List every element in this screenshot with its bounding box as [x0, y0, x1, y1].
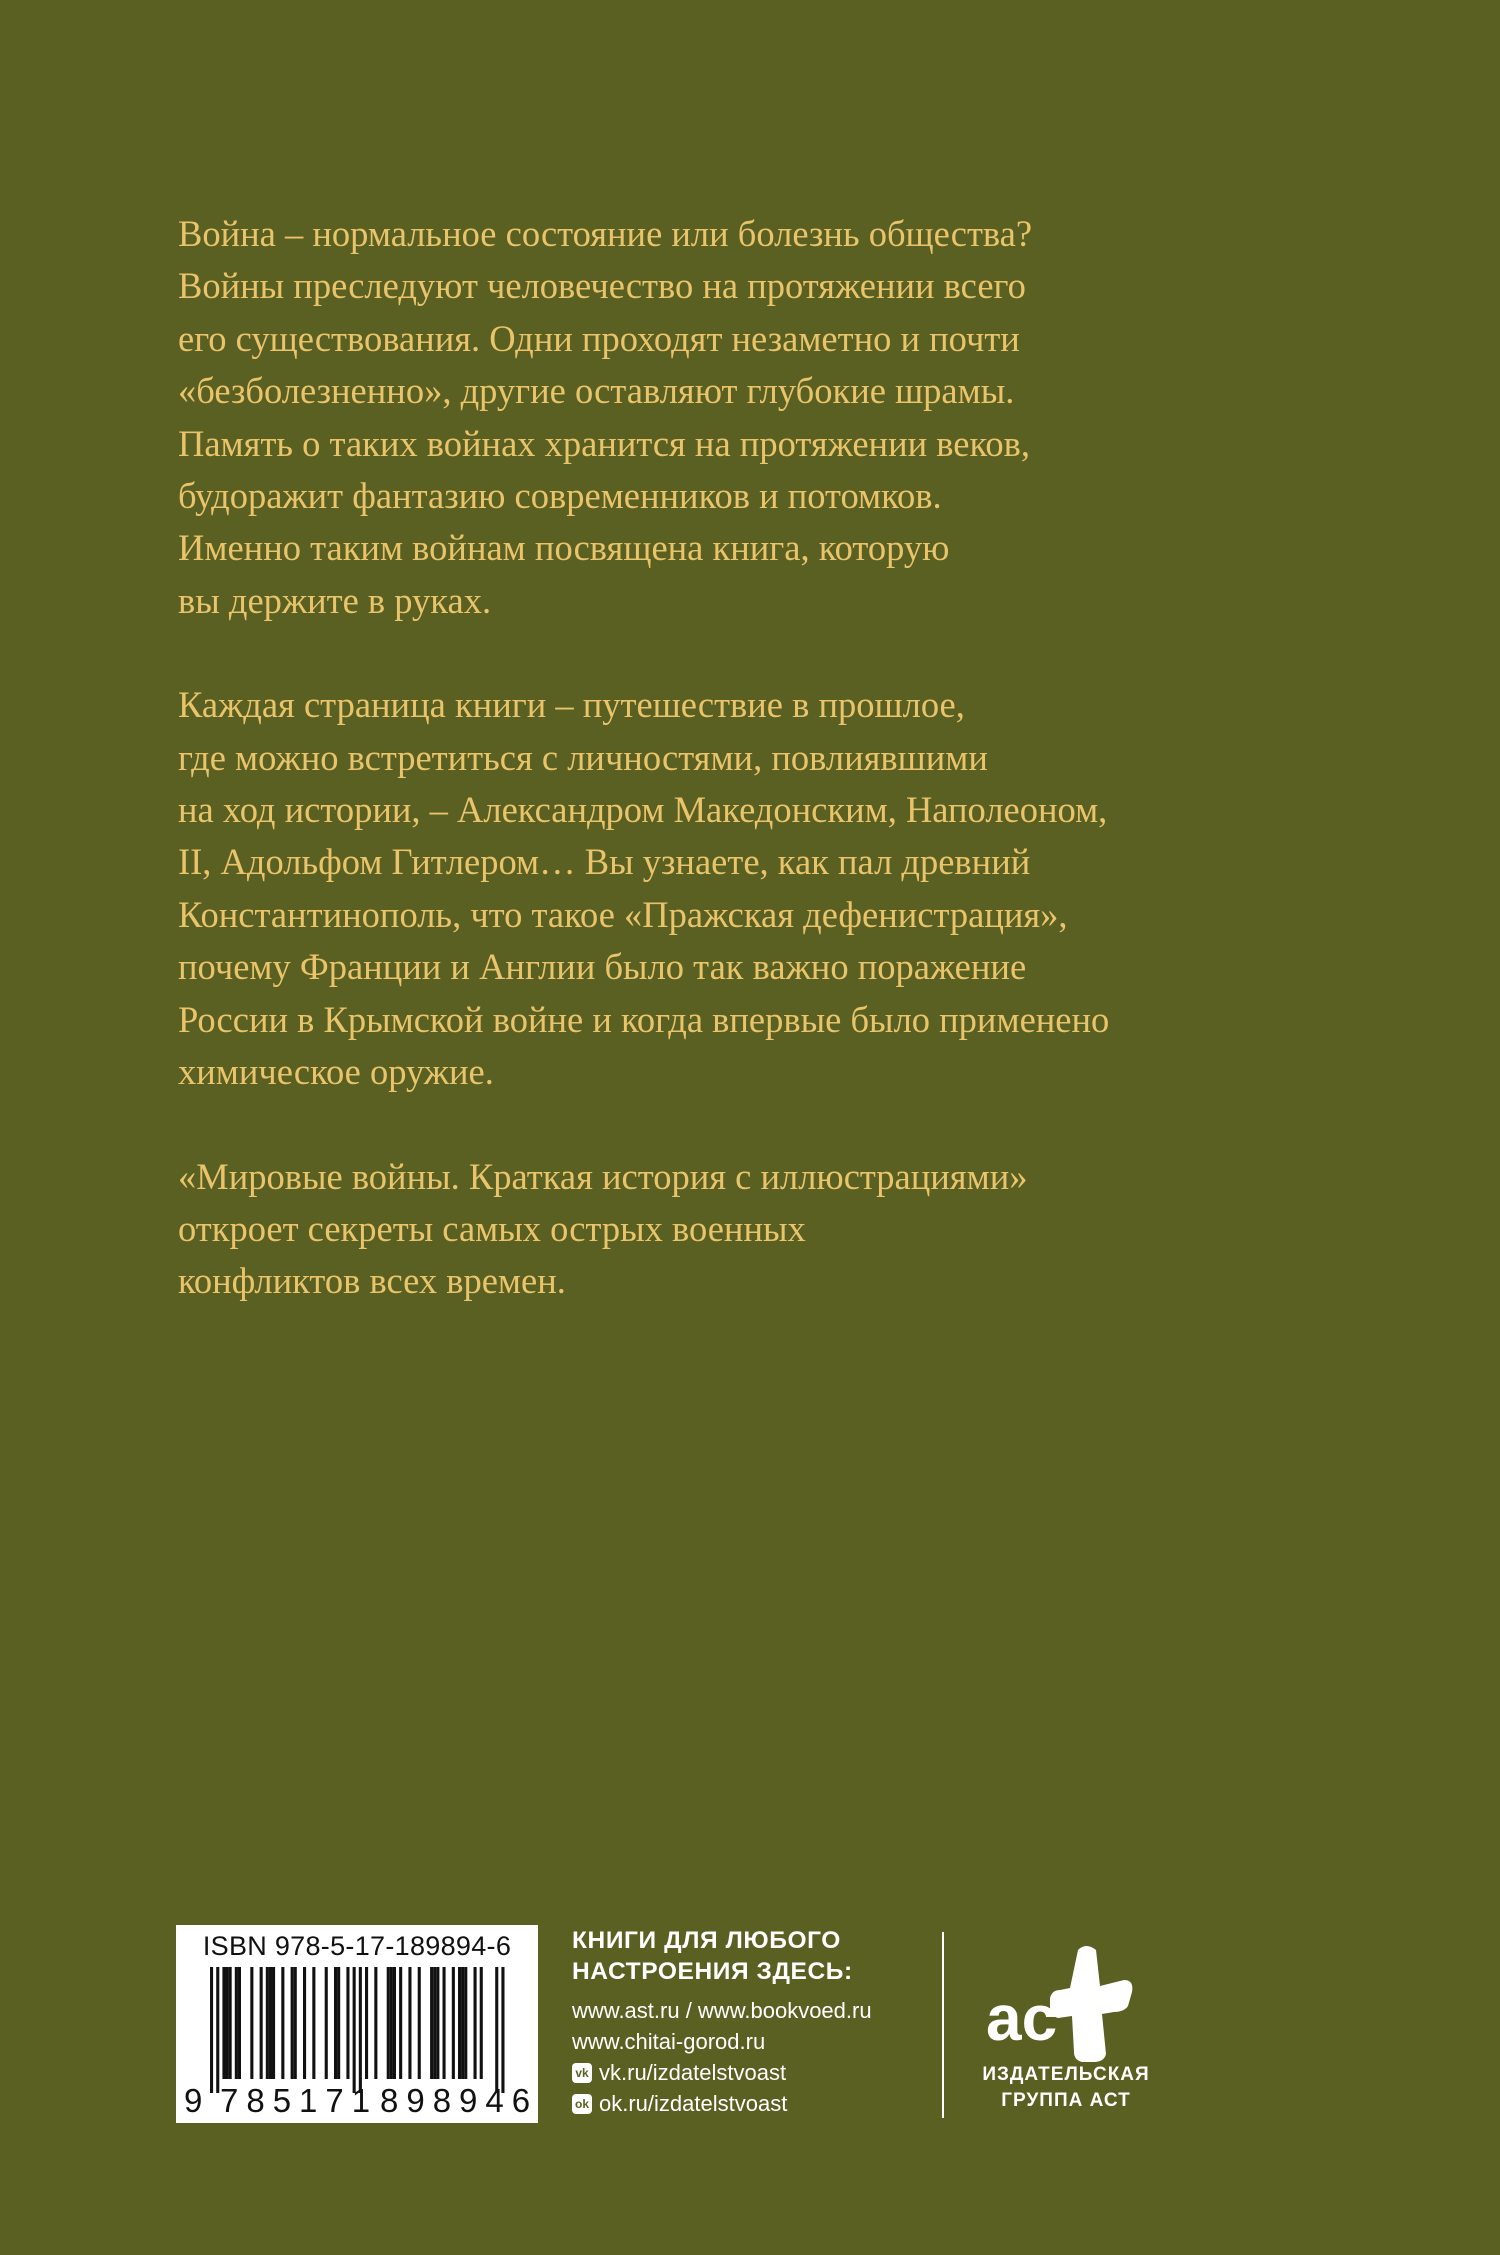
barcode-bar [272, 1967, 275, 2079]
barcode-bar [235, 1967, 238, 2079]
barcode-bar [390, 1967, 393, 2079]
barcode-bar [408, 1967, 411, 2079]
paragraph-2 [178, 679, 1328, 1098]
text-line: почему Франции и Англии было так важно поражение [178, 946, 1027, 988]
ok-link[interactable]: ok.ru/izdatelstvoast [599, 2091, 788, 2116]
text-line: России в Крымской войне и когда впервые было применено [178, 998, 1110, 1040]
barcode-bar [337, 1967, 340, 2079]
logo-cross [1050, 1946, 1132, 2062]
text-line: II, Адольфом Гитлером… Вы узнаете, как пал древний [178, 841, 1031, 883]
ok-link-row[interactable] [572, 2088, 932, 2119]
barcode-bar [266, 1967, 269, 2079]
text-line: Война – нормальное состояние или болезнь общества? [178, 213, 1033, 254]
text-line: Войны преследуют человечество на протяжении всего [178, 265, 1026, 307]
isbn-number: ISBN 978-5-17-189894-6 [202, 1931, 512, 1961]
text-line: откроет секреты самых острых военных [178, 1207, 806, 1249]
paragraph-1 [178, 208, 1328, 627]
text-line: конфликтов всех времен. [178, 1260, 566, 1302]
text-line: Память о таких войнах хранится на протяжении веков, [178, 422, 1030, 464]
barcode-bar [495, 1967, 498, 2093]
vk-icon: vk [572, 2063, 592, 2083]
paragraph-3 [178, 1151, 1328, 1308]
text-line: где можно встретиться с личностями, повлиявшими [178, 736, 988, 778]
text-line: его существования. Одни проходят незаметно и почти [178, 317, 1020, 359]
text-line: на ход истории, – Александром Македонским, Наполеоном, [178, 789, 1108, 831]
barcode-bar [216, 1967, 219, 2093]
barcode-bar [365, 1967, 368, 2079]
ean-left-group: 785171 [220, 2082, 379, 2119]
barcode-bar [353, 1967, 356, 2093]
text-line: Именно таким войнам посвящена книга, которую [178, 527, 950, 569]
barcode-bar [281, 1967, 284, 2079]
barcode-bar [452, 1967, 455, 2079]
vk-link-row[interactable] [572, 2057, 932, 2088]
barcode-bar [433, 1967, 436, 2079]
text-line: Каждая страница книги – путешествие в прошлое, [178, 684, 965, 726]
barcode-bar [312, 1967, 315, 2079]
divider [942, 1932, 944, 2118]
publisher-caption [966, 2062, 1166, 2114]
barcode-bar [250, 1967, 253, 2079]
barcode-bar [210, 1967, 213, 2093]
ean-right-group: 898946 [380, 2082, 539, 2119]
text-line: «безболезненно», другие оставляют глубокие шрамы. [178, 370, 1015, 412]
barcode-bar [501, 1967, 504, 2093]
vk-link[interactable]: vk.ru/izdatelstvoast [599, 2060, 787, 2085]
barcode-bar [418, 1967, 421, 2079]
barcode-bar [269, 1967, 272, 2079]
barcode-label [176, 1925, 538, 2123]
text-line: вы держите в руках. [178, 579, 492, 621]
barcode-bar [474, 1967, 477, 2079]
barcode-bar [226, 1967, 229, 2079]
description-text [178, 208, 1328, 1360]
barcode-bar [222, 1967, 225, 2079]
barcode-bar [399, 1967, 402, 2079]
publisher-links [572, 1925, 932, 2119]
barcode-bar [334, 1967, 337, 2079]
barcode-bar [387, 1967, 390, 2079]
barcode-bar [464, 1967, 467, 2079]
barcode-bar [374, 1967, 377, 2079]
barcode-bar [238, 1967, 241, 2079]
publisher-caption-line: ГРУППА АСТ [1001, 2090, 1131, 2111]
barcode-bar [461, 1967, 464, 2079]
text-line: «Мировые войны. Краткая история с иллюстрациями» [178, 1155, 1028, 1197]
barcode-bar [346, 1967, 349, 2079]
links-heading: НАСТРОЕНИЯ ЗДЕСЬ: [572, 1958, 853, 1985]
barcode-bar [443, 1967, 446, 2079]
barcode-bar [325, 1967, 328, 2079]
ean-digits [176, 2082, 538, 2118]
barcode-bar [480, 1967, 483, 2079]
barcode-bar [260, 1967, 263, 2079]
ok-icon: ok [572, 2094, 592, 2114]
barcode-bar [436, 1967, 439, 2079]
text-line: химическое оружие. [178, 1051, 494, 1093]
text-line: Константинополь, что такое «Пражская дефенистрация», [178, 893, 1068, 935]
barcode-bar [458, 1967, 461, 2079]
links-heading: КНИГИ ДЛЯ ЛЮБОГО [572, 1927, 841, 1954]
logo-text: ac [986, 1982, 1058, 2054]
website-link[interactable]: www.ast.ru / www.bookvoed.ru [572, 1998, 872, 2023]
ean-first-digit: 9 [184, 2082, 203, 2119]
barcode-bar [430, 1967, 433, 2079]
text-line: будоражит фантазию современников и потомков. [178, 475, 942, 517]
barcode-bar [303, 1967, 306, 2079]
barcode-bar [393, 1967, 396, 2079]
barcode-bar [291, 1967, 294, 2079]
website-link[interactable]: www.chitai-gorod.ru [572, 2029, 766, 2054]
barcode-bar [294, 1967, 297, 2079]
barcode-bar [229, 1967, 232, 2079]
publisher-caption-line: ИЗДАТЕЛЬСКАЯ [982, 2064, 1150, 2085]
barcode-bar [359, 1967, 362, 2093]
